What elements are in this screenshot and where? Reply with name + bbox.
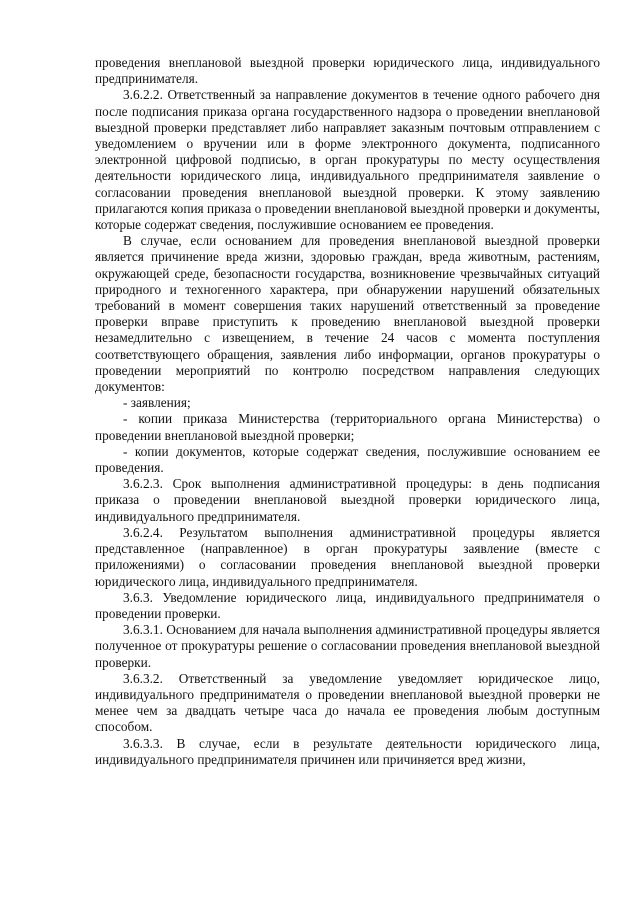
paragraph-3-6-2-3: 3.6.2.3. Срок выполнения административной процедуры: в день подписания приказа о проведении внеплановой выездной проверки юридического лица, индивидуального предпринимателя. — [95, 476, 600, 524]
paragraph-continuation: проведения внеплановой выездной проверки юридического лица, индивидуального предпринимателя. — [95, 55, 600, 87]
paragraph-3-6-2-4: 3.6.2.4. Результатом выполнения административной процедуры является представленное (направленное) в орган прокуратуры заявление (вместе с приложениями) о согласовании проведения внеплановой выездной проверки юридического лица, индивидуального предпринимателя. — [95, 524, 600, 589]
paragraph-3-6-3-2: 3.6.3.2. Ответственный за уведомление уведомляет юридическое лицо, индивидуального предпринимателя о проведении внеплановой выездной проверки не менее чем за двадцать четыре часа до начала ее проведения любым доступным способом. — [95, 670, 600, 735]
paragraph-3-6-3-1: 3.6.3.1. Основанием для начала выполнения административной процедуры является полученное от прокуратуры решение о согласовании проведения внеплановой выездной проверки. — [95, 622, 600, 670]
list-item-statement: - заявления; — [123, 395, 191, 411]
document-body — [95, 55, 600, 768]
paragraph-3-6-2-2: 3.6.2.2. Ответственный за направление документов в течение одного рабочего дня после подписания приказа органа государственного надзора о проведении внеплановой выездной проверки представляет либо направляет заказным почтовым отправлением с уведомлением о вручении или в форме электронного документа, подписанного электронной цифровой подписью, в орган прокуратуры по месту осуществления деятельности юридического лица, индивидуального предпринимателя заявление о согласовании проведения внеплановой выездной проверки. К этому заявлению прилагаются копия приказа о проведении внеплановой выездной проверки и документы, которые содержат сведения, послужившие основанием ее проведения. — [95, 87, 600, 233]
list-item-order-copy: - копии приказа Министерства (территориального органа Министерства) о проведении внеплановой выездной проверки; — [95, 411, 600, 443]
paragraph-emergency-case: В случае, если основанием для проведения внеплановой выездной проверки является причинение вреда жизни, здоровью граждан, вреда животным, растениям, окружающей среде, безопасности государства, возникновение чрезвычайных ситуаций природного и техногенного характера, при обнаружении нарушений обязательных требований в момент совершения таких нарушений ответственный за проведение проверки вправе приступить к проведению внеплановой выездной проверки незамедлительно с извещением, в течение 24 часов с момента поступления соответствующего обращения, заявления либо информации, органов прокуратуры о проведении мероприятий по контролю посредством направления следующих документов: — [95, 233, 600, 395]
paragraph-3-6-3: 3.6.3. Уведомление юридического лица, индивидуального предпринимателя о проведении проверки. — [95, 589, 600, 621]
paragraph-3-6-3-3: 3.6.3.3. В случае, если в результате деятельности юридического лица, индивидуального предпринимателя причинен или причиняется вред жизни, — [95, 735, 600, 767]
list-item-documents-copy: - копии документов, которые содержат сведения, послужившие основанием ее проведения. — [95, 443, 600, 476]
